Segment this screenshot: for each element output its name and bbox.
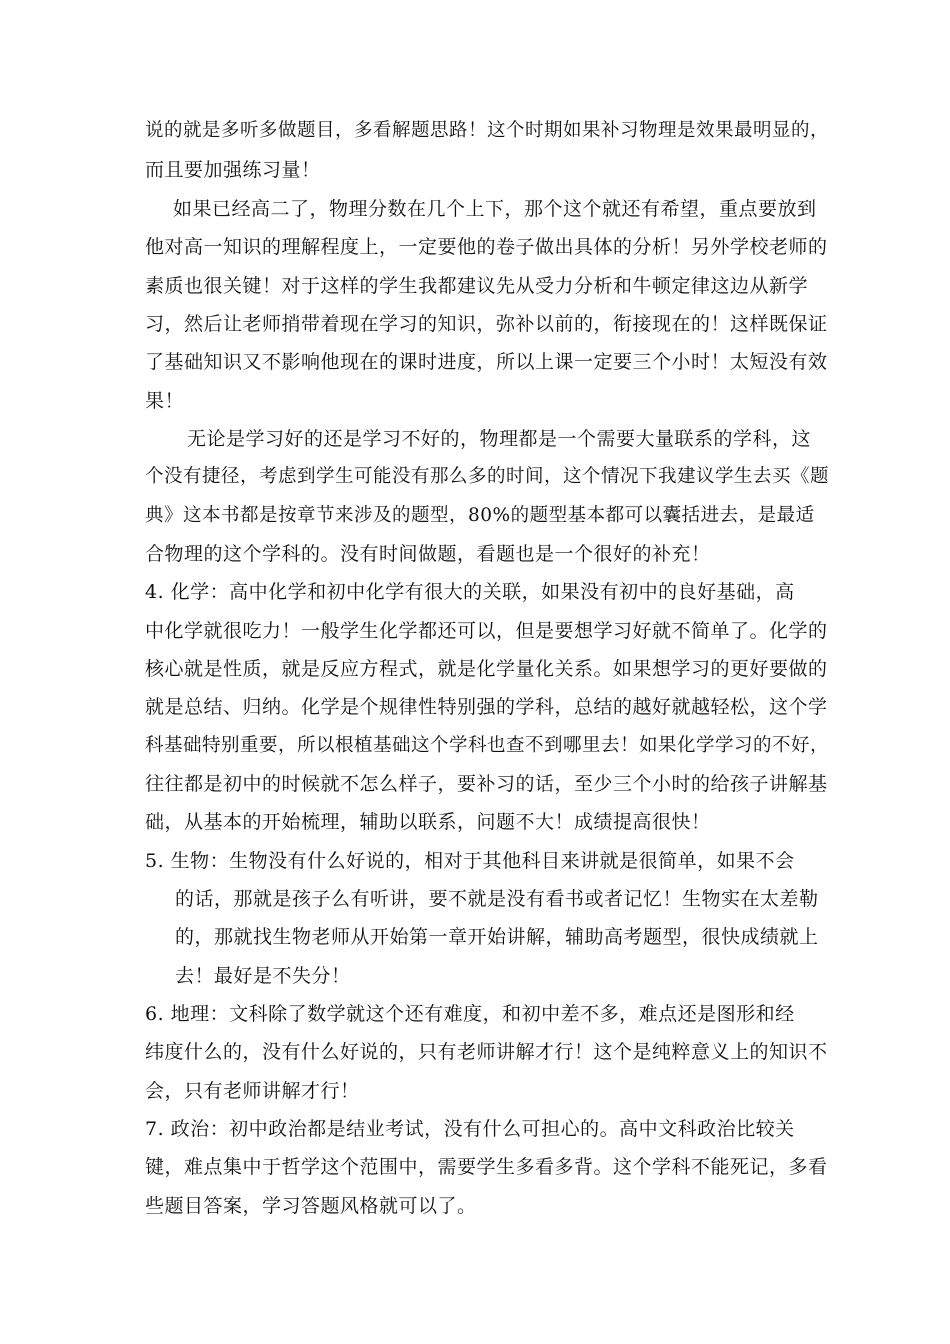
list-item-biology: 5. 生物：生物没有什么好说的，相对于其他科目来讲就是很简单，如果不会 (145, 850, 795, 872)
text-line: 典》这本书都是按章节来涉及的题型，80%的题型基本都可以囊括进去，是最适 (145, 505, 815, 526)
list-item-politics: 7. 政治：初中政治都是结业考试，没有什么可担心的。高中文科政治比较关 (145, 1118, 795, 1140)
text-line: 而且要加强练习量！ (145, 159, 321, 181)
text-line: 础，从基本的开始梳理，辅助以联系，问题不大！成绩提高很快！ (145, 811, 711, 833)
text-line: 中化学就很吃力！一般学生化学都还可以，但是要想学习好就不简单了。化学的 (145, 620, 828, 642)
text-line: 合物理的这个学科的。没有时间做题，看题也是一个很好的补充！ (145, 543, 711, 565)
text-line: 就是总结、归纳。化学是个规律性特别强的学科，总结的越好就越轻松，这个学 (145, 696, 828, 718)
text-line: 说的就是多听多做题目，多看解题思路！这个时期如果补习物理是效果最明显的， (145, 120, 830, 141)
text-line: 核心就是性质，就是反应方程式，就是化学量化关系。如果想学习的更好要做的 (145, 658, 828, 680)
list-item-chemistry: 4. 化学：高中化学和初中化学有很大的关联，如果没有初中的良好基础，高 (145, 581, 795, 603)
text-line: 了基础知识又不影响他现在的课时进度，所以上课一定要三个小时！太短没有效 (145, 351, 828, 373)
text-line: 他对高一知识的理解程度上，一定要他的卷子做出具体的分析！另外学校老师的 (145, 236, 828, 258)
text-line: 习，然后让老师捎带着现在学习的知识，弥补以前的，衔接现在的！这样既保证 (145, 313, 828, 335)
text-line: 个没有捷径，考虑到学生可能没有那么多的时间，这个情况下我建议学生去买《题 (145, 466, 830, 487)
text-line: 键，难点集中于哲学这个范围中，需要学生多看多背。这个学科不能死记，多看 (145, 1156, 828, 1178)
text-line: 的话，那就是孩子么有听讲，要不就是没有看书或者记忆！生物实在太差勒 (175, 888, 819, 910)
list-item-geography: 6. 地理：文科除了数学就这个还有难度，和初中差不多，难点还是图形和经 (145, 1003, 795, 1025)
text-line: 会，只有老师讲解才行！ (145, 1080, 360, 1102)
text-line: 如果已经高二了，物理分数在几个上下，那个这个就还有希望，重点要放到 (173, 198, 817, 220)
text-line: 去！最好是不失分！ (175, 965, 351, 987)
text-line: 的，那就找生物老师从开始第一章开始讲解，辅助高考题型，很快成绩就上 (175, 926, 819, 948)
text-line: 无论是学习好的还是学习不好的，物理都是一个需要大量联系的学科，这 (187, 428, 812, 450)
text-line: 素质也很关键！对于这样的学生我都建议先从受力分析和牛顿定律这边从新学 (145, 275, 809, 297)
text-line: 果！ (145, 390, 185, 412)
text-line: 科基础特别重要，所以根植基础这个学科也查不到哪里去！如果化学学习的不好， (145, 735, 830, 756)
text-line: 些题目答案，学习答题风格就可以了。 (145, 1195, 477, 1217)
text-line: 纬度什么的，没有什么好说的，只有老师讲解才行！这个是纯粹意义上的知识不 (145, 1041, 828, 1063)
text-line: 往往都是初中的时候就不怎么样子，要补习的话，至少三个小时的给孩子讲解基 (145, 773, 828, 795)
